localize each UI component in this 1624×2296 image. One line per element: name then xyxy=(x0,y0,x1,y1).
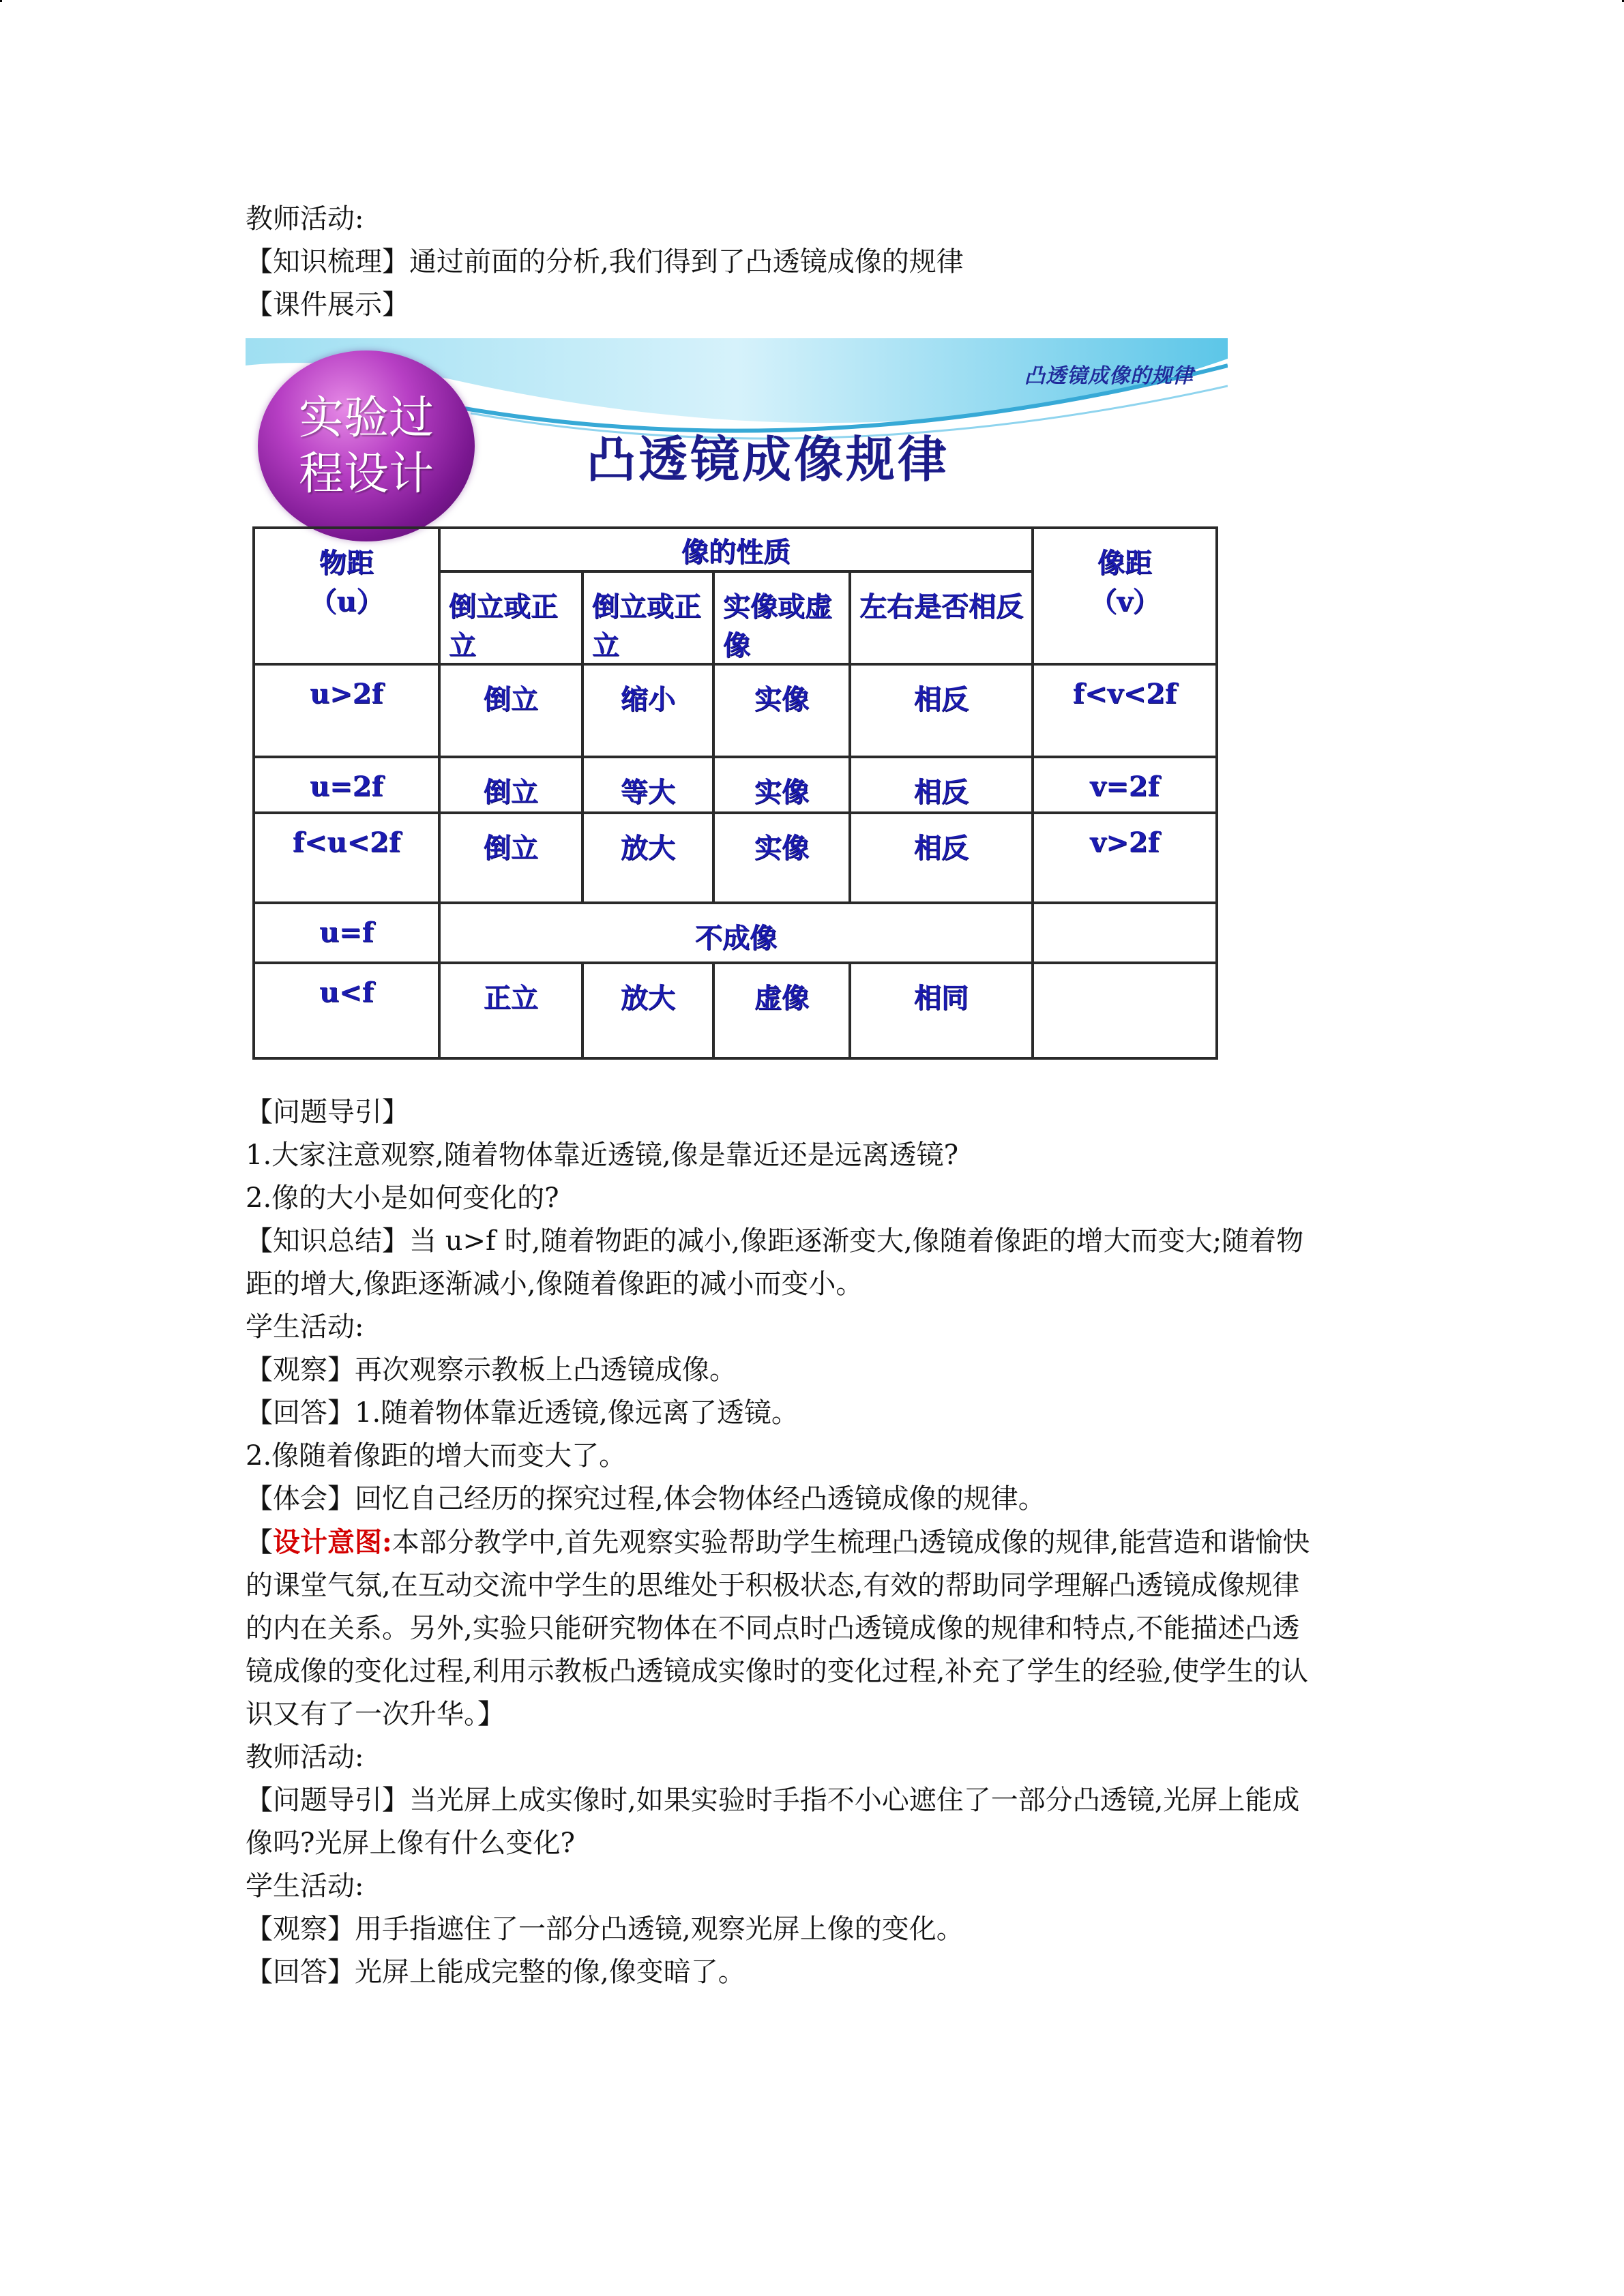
teacher-activity-label: 教师活动: xyxy=(246,1742,364,1773)
sub-header-cell: 倒立或正立 xyxy=(582,571,713,664)
design-intent-line: 的内在关系。另外,实验只能研究物体在不同点时凸透镜成像的规律和特点,不能描述凸透 xyxy=(246,1613,1300,1644)
table-row xyxy=(254,963,1217,1058)
image-distance-cell: v=2f xyxy=(1033,757,1217,813)
design-intent-label: 设计意图: xyxy=(273,1526,392,1558)
observation-line: 【观察】用手指遮住了一部分凸透镜,观察光屏上像的变化。 xyxy=(246,1913,964,1945)
slide-title: 凸透镜成像规律 xyxy=(587,430,950,488)
design-intent-text: 本部分教学中,首先观察实验帮助学生梳理凸透镜成像的规律,能营造和谐愉快 xyxy=(392,1527,1310,1558)
left-right-cell: 相反 xyxy=(850,813,1033,903)
question-line: 2.像的大小是如何变化的? xyxy=(246,1182,559,1214)
image-type-cell: 虚像 xyxy=(713,963,850,1058)
reflection-line: 【体会】回忆自己经历的探究过程,体会物体经凸透镜成像的规律。 xyxy=(246,1483,1046,1515)
orientation-cell: 倒立 xyxy=(439,664,582,757)
sub-header-cell: 左右是否相反 xyxy=(850,571,1033,664)
experiment-design-badge xyxy=(258,351,475,541)
lens-imaging-rules-table xyxy=(252,526,1218,1060)
design-intent-line: 的课堂气氛,在互动交流中学生的思维处于积极状态,有效的帮助同学理解凸透镜成像规律 xyxy=(246,1570,1300,1601)
header-image-distance-label: 像距 xyxy=(1097,547,1152,579)
knowledge-summary-line: 距的增大,像距逐渐减小,像随着像距的减小而变小。 xyxy=(246,1268,863,1300)
size-cell: 缩小 xyxy=(582,664,713,757)
problem-guide-line: 像吗?光屏上像有什么变化? xyxy=(246,1828,575,1859)
page-corner-mark xyxy=(0,0,2,2)
intro-text-block xyxy=(246,198,1391,327)
left-right-cell: 相反 xyxy=(850,757,1033,813)
orientation-cell: 倒立 xyxy=(439,757,582,813)
design-intent-line xyxy=(246,1521,1391,1564)
table-row xyxy=(254,813,1217,903)
observation-line: 【观察】再次观察示教板上凸透镜成像。 xyxy=(246,1354,737,1386)
left-right-cell: 相同 xyxy=(850,963,1033,1058)
courseware-display-line: 【课件展示】 xyxy=(246,289,409,320)
table-row xyxy=(254,757,1217,813)
student-activity-label: 学生活动: xyxy=(246,1311,364,1343)
courseware-slide-image xyxy=(246,338,1228,1072)
header-object-distance xyxy=(254,528,439,664)
object-distance-cell: f<u<2f xyxy=(254,813,439,903)
header-object-distance-symbol: （u） xyxy=(309,586,384,618)
size-cell: 等大 xyxy=(582,757,713,813)
object-distance-cell: u<f xyxy=(254,963,439,1058)
image-type-cell: 实像 xyxy=(713,664,850,757)
sub-header-cell: 倒立或正立 xyxy=(439,571,582,664)
size-cell: 放大 xyxy=(582,813,713,903)
knowledge-summary-line: 【知识总结】当 u>f 时,随着物距的减小,像距逐渐变大,像随着像距的增大而变大;随着物 xyxy=(246,1225,1304,1257)
sub-header-cell: 实像或虚像 xyxy=(713,571,850,664)
problem-guide-line: 【问题导引】当光屏上成实像时,如果实验时手指不小心遮住了一部分凸透镜,光屏上能成 xyxy=(246,1785,1300,1816)
problem-guide-label: 【问题导引】 xyxy=(246,1097,409,1128)
design-intent-bracket: 【 xyxy=(246,1527,273,1558)
design-intent-line: 镜成像的变化过程,利用示教板凸透镜成实像时的变化过程,补充了学生的经验,使学生的认 xyxy=(246,1656,1309,1687)
header-object-distance-label: 物距 xyxy=(319,547,374,579)
orientation-cell: 正立 xyxy=(439,963,582,1058)
teacher-activity-label: 教师活动: xyxy=(246,203,364,235)
table-row xyxy=(254,903,1217,963)
image-type-cell: 实像 xyxy=(713,813,850,903)
question-line: 1.大家注意观察,随着物体靠近透镜,像是靠近还是远离透镜? xyxy=(246,1139,959,1171)
no-image-cell: 不成像 xyxy=(439,903,1033,963)
image-distance-cell: f<v<2f xyxy=(1033,664,1217,757)
image-distance-cell: v>2f xyxy=(1033,813,1217,903)
student-activity-label: 学生活动: xyxy=(246,1870,364,1902)
header-image-distance xyxy=(1033,528,1217,664)
badge-line: 实验过 xyxy=(299,391,434,444)
lesson-text-block xyxy=(246,1091,1391,1994)
size-cell: 放大 xyxy=(582,963,713,1058)
orientation-cell: 倒立 xyxy=(439,813,582,903)
knowledge-review-line: 【知识梳理】通过前面的分析,我们得到了凸透镜成像的规律 xyxy=(246,246,964,278)
object-distance-cell: u=f xyxy=(254,903,439,963)
header-image-distance-symbol: （v） xyxy=(1089,586,1160,618)
answer-line: 【回答】光屏上能成完整的像,像变暗了。 xyxy=(246,1956,745,1988)
badge-line: 程设计 xyxy=(299,447,434,500)
design-intent-line: 识又有了一次升华。】 xyxy=(246,1699,505,1730)
image-distance-cell xyxy=(1033,903,1217,963)
object-distance-cell: u=2f xyxy=(254,757,439,813)
answer-line: 2.像随着像距的增大而变大了。 xyxy=(246,1440,627,1472)
table-row xyxy=(254,664,1217,757)
image-distance-cell xyxy=(1033,963,1217,1058)
image-type-cell: 实像 xyxy=(713,757,850,813)
left-right-cell: 相反 xyxy=(850,664,1033,757)
answer-line: 【回答】1.随着物体靠近透镜,像远离了透镜。 xyxy=(246,1397,799,1429)
header-image-nature: 像的性质 xyxy=(439,528,1033,571)
slide-subtitle: 凸透镜成像的规律 xyxy=(1024,364,1194,388)
object-distance-cell: u>2f xyxy=(254,664,439,757)
